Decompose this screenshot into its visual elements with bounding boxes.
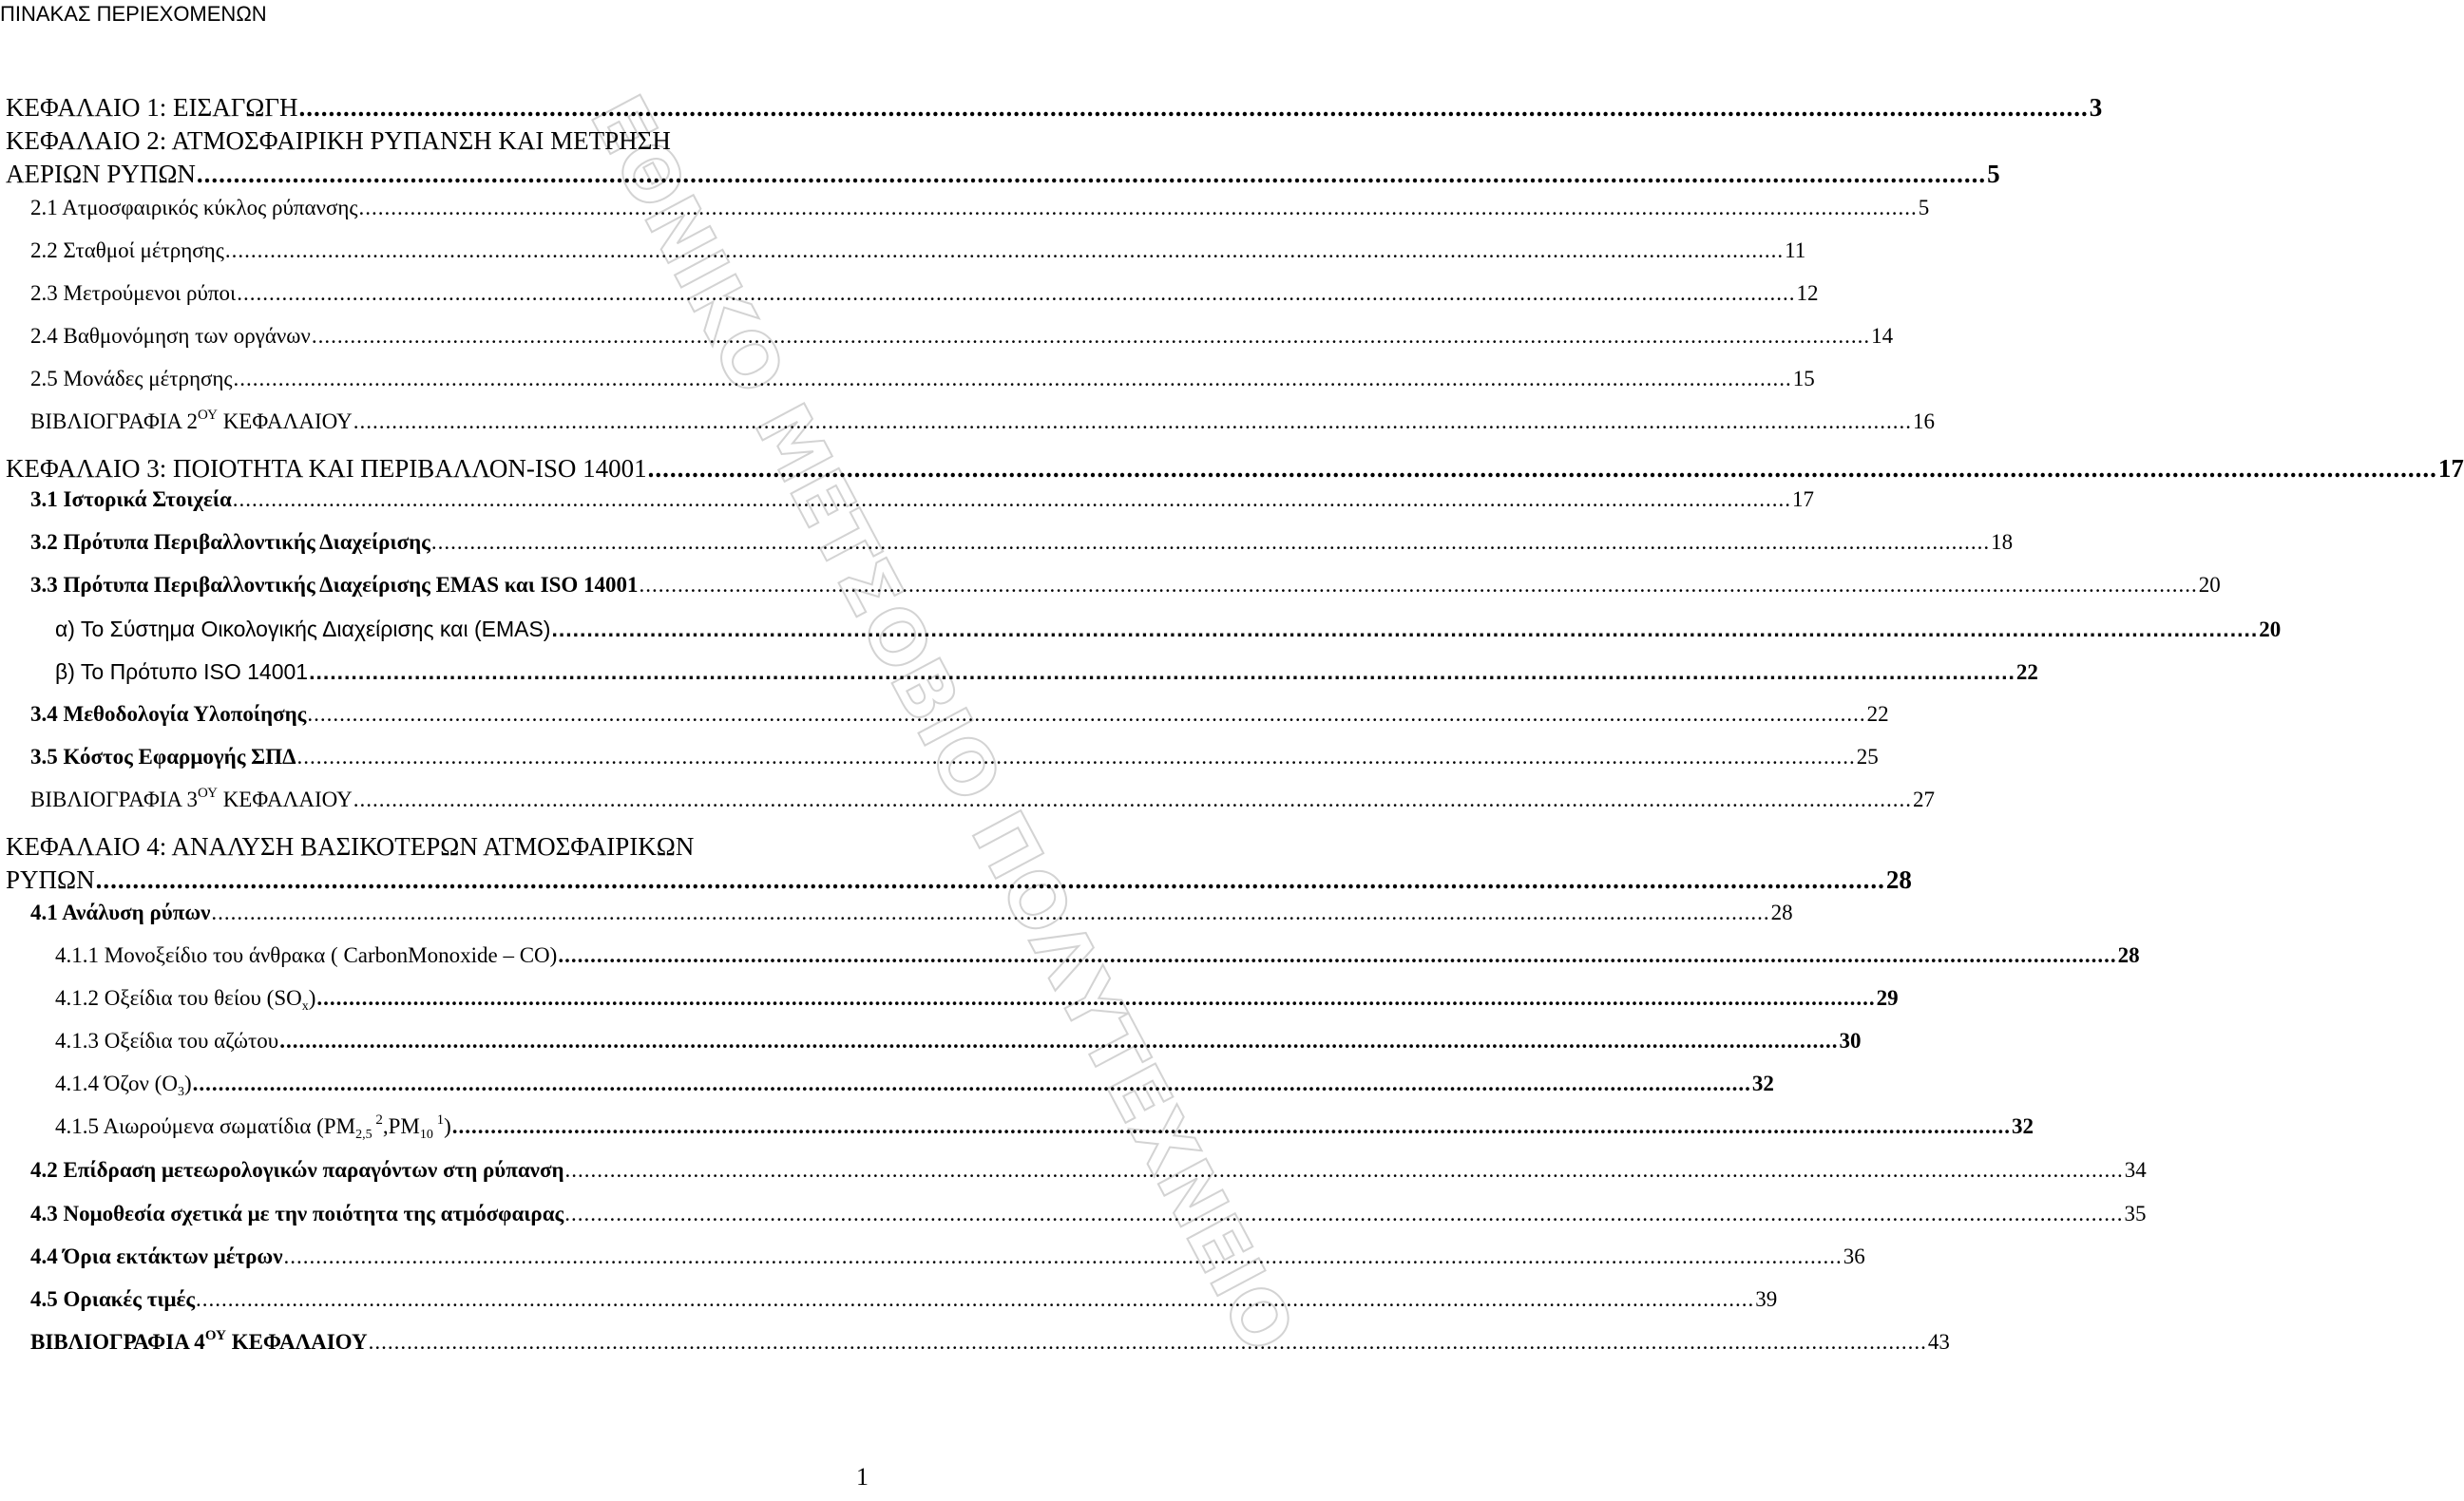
toc-leader-dots xyxy=(452,1114,2011,1139)
toc-title-part: ΚΕΦΑΛΑΙΟΥ xyxy=(217,788,353,811)
toc-entry-title: 2.5 Μονάδες μέτρησης xyxy=(30,367,233,390)
toc-entry-chapter-1[interactable] xyxy=(6,93,2103,123)
toc-entry-title: 2.3 Μετρούμενοι ρύποι xyxy=(30,281,237,305)
page-number: 1 xyxy=(856,1463,869,1491)
toc-leader-dots xyxy=(369,1330,1927,1355)
toc-entry-title: 2.1 Ατμοσφαιρικός κύκλος ρύπανσης xyxy=(30,196,358,219)
toc-entry-title: ΚΕΦΑΛΑΙΟ 3: ΠΟΙΟΤΗΤΑ ΚΑΙ ΠΕΡΙΒΑΛΛΟΝ-ISO 14001 xyxy=(6,454,647,483)
toc-leader-dots xyxy=(237,281,1795,306)
toc-entry-title: 3.4 Μεθοδολογία Υλοποίησης xyxy=(30,702,307,726)
toc-page-number: 15 xyxy=(1792,367,1815,390)
toc-entry-4-4[interactable] xyxy=(30,1244,1865,1269)
toc-entry-title: 4.5 Οριακές τιμές xyxy=(30,1287,196,1311)
toc-page-number: 17 xyxy=(2437,454,2464,483)
toc-entry-bibliography-3[interactable] xyxy=(30,786,1935,812)
toc-entry-4-5[interactable] xyxy=(30,1287,1778,1312)
toc-entry-title: 4.1.3 Οξείδια του αζώτου xyxy=(55,1029,279,1053)
toc-leader-dots xyxy=(565,1158,2124,1183)
toc-entry-title: ΡΥΠΩΝ xyxy=(6,865,95,894)
toc-title-part: ) xyxy=(308,986,316,1010)
toc-entry-4-1-1[interactable] xyxy=(55,943,2140,968)
toc-entry-title: 3.2 Πρότυπα Περιβαλλοντικής Διαχείρισης xyxy=(30,530,430,554)
toc-entry-2-5[interactable] xyxy=(30,367,1815,391)
toc-entry-title: 2.4 Βαθμονόμηση των οργάνων xyxy=(30,324,311,348)
toc-entry-chapter-2-line1[interactable]: ΚΕΦΑΛΑΙΟ 2: ΑΤΜΟΣΦΑΙΡΙΚΗ ΡΥΠΑΝΣΗ ΚΑΙ ΜΕΤΡΗΣΗ xyxy=(6,126,671,155)
toc-entry-3-5[interactable] xyxy=(30,745,1879,770)
toc-entry-bibliography-4[interactable] xyxy=(30,1328,1950,1355)
toc-entry-4-2[interactable] xyxy=(30,1158,2147,1183)
toc-entry-chapter-2[interactable] xyxy=(6,160,2000,189)
toc-entry-2-4[interactable] xyxy=(30,324,1894,349)
toc-leader-dots xyxy=(648,454,2437,484)
toc-leader-dots xyxy=(211,901,1769,925)
toc-leader-dots xyxy=(298,93,2088,123)
page-header-title: ΠΙΝΑΚΑΣ ΠΕΡΙΕΧΟΜΕΝΩΝ xyxy=(0,2,267,26)
toc-entry-4-1[interactable] xyxy=(30,901,1793,925)
toc-title-superscript: ΟΥ xyxy=(198,786,218,801)
toc-page-number: 22 xyxy=(2015,660,2038,684)
toc-title-superscript: 2 xyxy=(372,1112,383,1128)
toc-title-part: ΒΙΒΛΙΟΓΡΑΦΙΑ 3 xyxy=(30,788,199,811)
toc-leader-dots xyxy=(551,617,2258,642)
toc-leader-dots xyxy=(431,530,1990,555)
toc-entry-title xyxy=(30,788,353,812)
toc-entry-title: 2.2 Σταθμοί μέτρησης xyxy=(30,238,224,262)
toc-page-number: 39 xyxy=(1755,1287,1778,1311)
toc-title-superscript: ΟΥ xyxy=(198,408,218,423)
toc-title-part: ΚΕΦΑΛΑΙΟΥ xyxy=(225,1330,368,1354)
toc-title-subscript: 10 xyxy=(419,1128,433,1142)
toc-leader-dots xyxy=(558,943,2116,968)
toc-title-part: ΚΕΦΑΛΑΙΟΥ xyxy=(217,409,353,433)
toc-title-subscript: 2,5 xyxy=(355,1128,372,1142)
toc-page-number: 11 xyxy=(1785,238,1806,262)
toc-entry-title: α) Το Σύστημα Οικολογικής Διαχείρισης και (EMAS) xyxy=(55,617,551,641)
toc-page-number: 17 xyxy=(1792,487,1815,511)
toc-page-number: 36 xyxy=(1843,1244,1865,1268)
toc-entry-4-1-4[interactable] xyxy=(55,1072,1774,1099)
toc-title-part: 4.1.2 Οξείδια του θείου (SO xyxy=(55,986,302,1010)
toc-entry-title: 4.2 Επίδραση μετεωρολογικών παραγόντων στη ρύπανση xyxy=(30,1158,564,1182)
toc-entry-4-1-2[interactable] xyxy=(55,986,1899,1014)
toc-leader-dots xyxy=(564,1202,2123,1226)
toc-leader-dots xyxy=(307,702,1865,727)
toc-page-number: 22 xyxy=(1866,702,1889,726)
toc-page-number: 20 xyxy=(2198,573,2221,597)
toc-entry-title: 3.3 Πρότυπα Περιβαλλοντικής Διαχείρισης EMAS και ISO 14001 xyxy=(30,573,639,597)
toc-page-number: 5 xyxy=(1918,196,1930,219)
toc-entry-title: 3.1 Ιστορικά Στοιχεία xyxy=(30,487,232,511)
toc-entry-2-2[interactable] xyxy=(30,238,1806,263)
toc-title-part: ) xyxy=(444,1114,451,1138)
toc-entry-chapter-3[interactable] xyxy=(6,454,2464,484)
toc-leader-dots xyxy=(279,1029,1838,1054)
toc-page-number: 32 xyxy=(2011,1114,2034,1138)
toc-title-part: ΒΙΒΛΙΟΓΡΑΦΙΑ 4 xyxy=(30,1330,205,1354)
toc-page-number: 12 xyxy=(1796,281,1819,305)
toc-entry-title: ΚΕΦΑΛΑΙΟ 1: ΕΙΣΑΓΩΓΗ xyxy=(6,93,298,122)
toc-page-number: 20 xyxy=(2259,618,2282,641)
toc-entry-bibliography-2[interactable] xyxy=(30,408,1935,434)
toc-leader-dots xyxy=(233,487,1791,512)
toc-entry-title: 4.4 Όρια εκτάκτων μέτρων xyxy=(30,1244,283,1268)
toc-title-superscript: 1 xyxy=(432,1112,445,1128)
toc-title-superscript: ΟΥ xyxy=(204,1328,226,1343)
toc-page-number: 29 xyxy=(1876,986,1899,1010)
toc-entry-title xyxy=(30,409,353,434)
toc-title-subscript: 3 xyxy=(177,1085,184,1099)
toc-page-number: 25 xyxy=(1856,745,1879,769)
toc-page-number: 43 xyxy=(1927,1330,1950,1354)
toc-entry-3-3-a[interactable] xyxy=(55,617,2282,642)
toc-page-number: 14 xyxy=(1871,324,1894,348)
toc-entry-title: β) Το Πρότυπο ISO 14001 xyxy=(55,659,309,684)
toc-page-number: 3 xyxy=(2089,93,2103,122)
toc-entry-2-3[interactable] xyxy=(30,281,1819,306)
toc-page-number: 5 xyxy=(1987,160,2000,188)
toc-leader-dots xyxy=(234,367,1792,391)
toc-leader-dots xyxy=(197,160,1986,189)
toc-title-subscript: x xyxy=(301,999,309,1014)
toc-page-number: 32 xyxy=(1751,1072,1774,1095)
toc-leader-dots xyxy=(96,865,1885,895)
toc-leader-dots xyxy=(193,1072,1751,1096)
toc-page-number: 28 xyxy=(1885,865,1912,894)
toc-page-number: 28 xyxy=(1770,901,1793,924)
toc-page-number: 27 xyxy=(1912,788,1935,811)
toc-page-number: 30 xyxy=(1839,1029,1862,1053)
toc-page-number: 28 xyxy=(2117,943,2140,967)
toc-leader-dots xyxy=(353,409,1912,434)
toc-page-number: 34 xyxy=(2124,1158,2147,1182)
toc-entry-3-2[interactable] xyxy=(30,530,2014,555)
toc-leader-dots xyxy=(353,788,1912,812)
toc-entry-3-4[interactable] xyxy=(30,702,1889,727)
toc-entry-title xyxy=(30,1330,368,1355)
toc-page-number: 35 xyxy=(2124,1202,2147,1226)
toc-entry-chapter-4-line1[interactable]: ΚΕΦΑΛΑΙΟ 4: ΑΝΑΛΥΣΗ ΒΑΣΙΚΟΤΕΡΩΝ ΑΤΜΟΣΦΑΙΡΙΚΩΝ xyxy=(6,832,695,861)
toc-entry-3-1[interactable] xyxy=(30,487,1815,512)
toc-leader-dots xyxy=(312,324,1870,349)
toc-entry-title: 4.1 Ανάλυση ρύπων xyxy=(30,901,211,924)
toc-entry-title: 3.5 Κόστος Εφαρμογής ΣΠΔ xyxy=(30,745,296,769)
toc-entry-title xyxy=(55,986,316,1014)
toc-entry-4-1-3[interactable] xyxy=(55,1029,1862,1054)
toc-entry-title: ΑΕΡΙΩΝ ΡΥΠΩΝ xyxy=(6,160,196,188)
toc-title-part: ) xyxy=(183,1072,192,1095)
toc-title-part: 4.1.4 Όζον (O xyxy=(55,1072,178,1095)
toc-entry-title xyxy=(55,1112,451,1142)
toc-entry-chapter-4[interactable] xyxy=(6,865,1912,895)
toc-entry-3-3[interactable] xyxy=(30,573,2221,598)
toc-leader-dots xyxy=(640,573,2198,598)
toc-entry-title: 4.1.1 Μονοξείδιο του άνθρακα ( CarbonMonoxide – CO) xyxy=(55,943,558,967)
toc-entry-title xyxy=(55,1072,192,1099)
toc-entry-3-3-b[interactable] xyxy=(55,659,2038,685)
toc-leader-dots xyxy=(358,196,1917,220)
toc-entry-2-1[interactable] xyxy=(30,196,1930,220)
toc-entry-4-1-5[interactable] xyxy=(55,1112,2034,1142)
toc-leader-dots xyxy=(316,986,1875,1011)
toc-entry-title: 4.3 Νομοθεσία σχετικά με την ποιότητα της ατμόσφαιρας xyxy=(30,1202,564,1226)
toc-title-part: ΒΙΒΛΙΟΓΡΑΦΙΑ 2 xyxy=(30,409,199,433)
toc-entry-4-3[interactable] xyxy=(30,1202,2147,1226)
toc-leader-dots xyxy=(284,1244,1843,1269)
toc-page-number: 16 xyxy=(1912,409,1935,433)
watermark-text: ΕΘΝΙΚΟ ΜΕΤΣΟΒΙΟ ΠΟΛΥΤΕΧΝΕΙΟ xyxy=(573,82,1310,1366)
toc-leader-dots xyxy=(297,745,1856,770)
toc-page-number: 18 xyxy=(1991,530,2014,554)
toc-title-part: ,PM xyxy=(382,1114,420,1138)
toc-leader-dots xyxy=(196,1287,1754,1312)
toc-title-part: 4.1.5 Αιωρούμενα σωματίδια (PM xyxy=(55,1114,356,1138)
toc-leader-dots xyxy=(225,238,1784,263)
toc-leader-dots xyxy=(309,659,2015,685)
